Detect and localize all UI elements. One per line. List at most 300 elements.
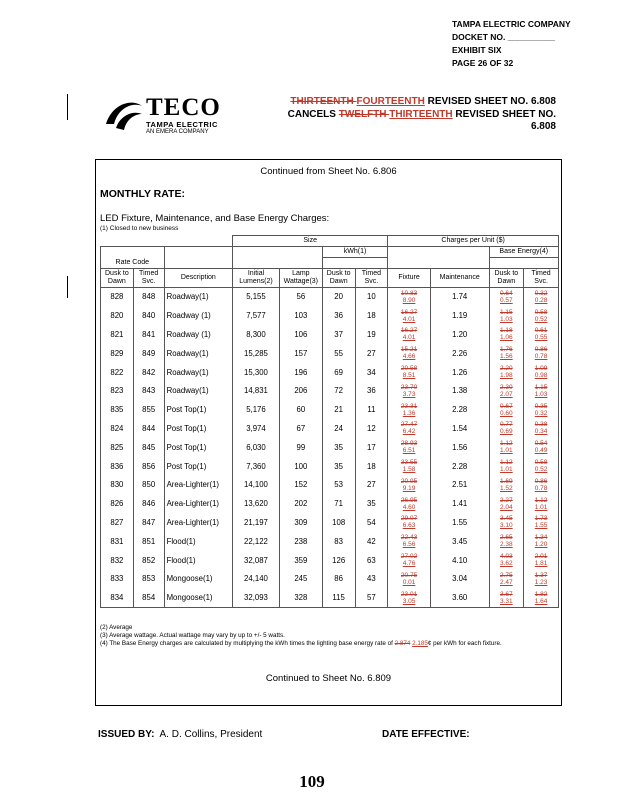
table-row — [101, 532, 559, 551]
old-value: 0.77 — [500, 421, 513, 429]
rate-code-timed: 856 — [133, 457, 164, 476]
rates-table — [100, 235, 559, 608]
old-value: 15.21 — [400, 346, 418, 354]
old-value: 16.27 — [400, 308, 418, 316]
new-value: 4.66 — [402, 353, 416, 361]
old-value: 0.35 — [534, 402, 548, 410]
rate-code-dusk: 826 — [101, 494, 134, 513]
fixture-charge — [388, 457, 431, 476]
old-value: 0.32 — [534, 289, 548, 297]
maintenance-charge: 1.38 — [430, 381, 489, 400]
table-row — [101, 475, 559, 494]
kwh-dusk: 24 — [322, 419, 355, 438]
tariff-frame — [95, 159, 562, 706]
old-value: 1.18 — [500, 327, 513, 335]
rate-code-timed: 845 — [133, 438, 164, 457]
old-value: 0.38 — [534, 421, 548, 429]
old-value: 3.45 — [500, 515, 513, 523]
table-row — [101, 569, 559, 588]
rate-code-dusk: 830 — [101, 475, 134, 494]
kwh-dusk: 86 — [322, 569, 355, 588]
table-row — [101, 363, 559, 382]
description: Roadway(1) — [164, 287, 233, 306]
col-base-dusk: Dusk to Dawn — [489, 268, 524, 287]
old-value: 1.34 — [534, 534, 548, 542]
kwh-dusk: 55 — [322, 344, 355, 363]
base-energy-dusk — [489, 457, 524, 476]
maintenance-charge: 3.04 — [430, 569, 489, 588]
rate-code-dusk: 825 — [101, 438, 134, 457]
new-value: 0.55 — [534, 334, 548, 342]
base-energy-dusk — [489, 419, 524, 438]
fixture-charge — [388, 363, 431, 382]
new-value: 0.57 — [500, 296, 513, 304]
old-value: 3.67 — [500, 590, 513, 598]
maintenance-charge: 1.54 — [430, 419, 489, 438]
kwh-timed: 12 — [355, 419, 388, 438]
lamp-wattage: 67 — [279, 419, 322, 438]
maintenance-charge: 1.56 — [430, 438, 489, 457]
old-value: 23.70 — [400, 383, 418, 391]
initial-lumens: 8,300 — [233, 325, 280, 344]
lamp-wattage: 309 — [279, 513, 322, 532]
kwh-dusk: 108 — [322, 513, 355, 532]
col-maintenance: Maintenance — [430, 268, 489, 287]
rate-code-dusk: 834 — [101, 588, 134, 607]
col-description: Description — [164, 268, 233, 287]
table-row — [101, 381, 559, 400]
description: Flood(1) — [164, 532, 233, 551]
lamp-wattage: 106 — [279, 325, 322, 344]
new-value: 4.01 — [402, 315, 416, 323]
table-row — [101, 419, 559, 438]
new-value: 1.20 — [534, 541, 548, 549]
base-energy-dusk — [489, 513, 524, 532]
maintenance-charge: 1.26 — [430, 363, 489, 382]
fixture-charge — [388, 588, 431, 607]
fixture-charge — [388, 325, 431, 344]
base-energy-timed — [524, 287, 559, 306]
old-value: 27.02 — [400, 553, 418, 561]
maintenance-charge: 3.60 — [430, 588, 489, 607]
new-value: 1.01 — [500, 447, 513, 455]
new-value: 1.01 — [500, 466, 513, 474]
old-value: 29.07 — [400, 515, 418, 523]
lamp-wattage: 56 — [279, 287, 322, 306]
base-energy-dusk — [489, 438, 524, 457]
old-value: 1.69 — [500, 477, 513, 485]
description: Area-Lighter(1) — [164, 494, 233, 513]
kwh-timed: 34 — [355, 363, 388, 382]
cancel-sheet-number: 6.808 — [530, 121, 556, 132]
kwh-dusk: 69 — [322, 363, 355, 382]
maintenance-charge: 2.28 — [430, 400, 489, 419]
kwh-timed: 42 — [355, 532, 388, 551]
new-value: 1.01 — [534, 503, 548, 511]
logo-tagline: AN EMERA COMPANY — [146, 129, 209, 135]
sheet-revision-block — [288, 96, 556, 134]
old-value: 20.75 — [400, 571, 418, 579]
rate-code-dusk: 824 — [101, 419, 134, 438]
old-value: 22.43 — [400, 534, 418, 542]
lamp-wattage: 196 — [279, 363, 322, 382]
rate-code-timed: 855 — [133, 400, 164, 419]
rate-code-timed: 848 — [133, 287, 164, 306]
kwh-timed: 11 — [355, 400, 388, 419]
old-value: 1.15 — [534, 383, 548, 391]
table-row — [101, 325, 559, 344]
initial-lumens: 32,093 — [233, 588, 280, 607]
rate-code-timed: 841 — [133, 325, 164, 344]
rate-code-timed: 842 — [133, 363, 164, 382]
new-value: 1.52 — [500, 484, 513, 492]
lamp-wattage: 60 — [279, 400, 322, 419]
old-value: 2.01 — [534, 553, 548, 561]
lamp-wattage: 359 — [279, 551, 322, 570]
new-value: 2.47 — [500, 578, 513, 586]
new-value: 2.38 — [500, 541, 513, 549]
new-revision: FOURTEENTH — [356, 96, 425, 107]
new-value: 8.90 — [402, 296, 416, 304]
rate-code-timed: 850 — [133, 475, 164, 494]
new-value: 1.06 — [500, 334, 513, 342]
old-cancel-revision: TWELFTH — [338, 108, 390, 120]
rate-code-timed: 851 — [133, 532, 164, 551]
rate-code-dusk: 821 — [101, 325, 134, 344]
old-value: 1.12 — [500, 459, 513, 467]
initial-lumens: 32,087 — [233, 551, 280, 570]
initial-lumens: 24,140 — [233, 569, 280, 588]
kwh-dusk: 126 — [322, 551, 355, 570]
old-value: 20.58 — [400, 365, 418, 373]
base-energy-timed — [524, 494, 559, 513]
monthly-rate-heading: MONTHLY RATE: — [100, 188, 185, 200]
description: Post Top(1) — [164, 438, 233, 457]
initial-lumens: 7,577 — [233, 306, 280, 325]
kwh-timed: 27 — [355, 344, 388, 363]
base-energy-dusk — [489, 588, 524, 607]
rate-code-dusk: 827 — [101, 513, 134, 532]
base-energy-timed — [524, 569, 559, 588]
new-value: 3.10 — [500, 522, 513, 530]
date-effective: DATE EFFECTIVE: — [382, 729, 470, 740]
new-value: 0.52 — [534, 315, 548, 323]
maintenance-charge: 1.55 — [430, 513, 489, 532]
company-name: TAMPA ELECTRIC COMPANY — [452, 19, 571, 29]
rate-rows — [101, 287, 559, 608]
base-energy-dusk — [489, 287, 524, 306]
base-energy-timed — [524, 325, 559, 344]
new-energy-rate: 2.185 — [412, 640, 428, 647]
revision-bar — [67, 94, 68, 120]
rate-code-dusk: 828 — [101, 287, 134, 306]
initial-lumens: 22,122 — [233, 532, 280, 551]
lamp-wattage: 152 — [279, 475, 322, 494]
rate-code-dusk: 829 — [101, 344, 134, 363]
kwh-timed: 57 — [355, 588, 388, 607]
maintenance-charge: 1.20 — [430, 325, 489, 344]
maintenance-charge: 2.26 — [430, 344, 489, 363]
continued-to: Continued to Sheet No. 6.809 — [265, 673, 392, 684]
initial-lumens: 15,285 — [233, 344, 280, 363]
kwh-dusk: 71 — [322, 494, 355, 513]
old-value: 1.12 — [534, 496, 548, 504]
kwh-dusk: 35 — [322, 457, 355, 476]
fixture-charge — [388, 569, 431, 588]
old-value: 1.82 — [534, 590, 548, 598]
col-fixture: Fixture — [388, 268, 431, 287]
initial-lumens: 7,360 — [233, 457, 280, 476]
issued-label: ISSUED BY: — [98, 729, 155, 740]
description: Post Top(1) — [164, 419, 233, 438]
description: Post Top(1) — [164, 457, 233, 476]
base-energy-timed — [524, 419, 559, 438]
initial-lumens: 21,197 — [233, 513, 280, 532]
old-value: 1.15 — [500, 308, 513, 316]
col-base-timed: Timed Svc. — [524, 268, 559, 287]
old-value: 1.12 — [500, 440, 513, 448]
charges-header: Charges per Unit ($) — [388, 236, 559, 247]
new-cancel-revision: THIRTEENTH — [389, 108, 453, 120]
new-value: 4.01 — [402, 334, 416, 342]
old-value: 0.67 — [500, 402, 513, 410]
rate-code-timed: 847 — [133, 513, 164, 532]
new-value: 1.58 — [402, 466, 416, 474]
kwh-timed: 54 — [355, 513, 388, 532]
rate-code-dusk: 833 — [101, 569, 134, 588]
old-value: 0.58 — [534, 459, 548, 467]
old-value: 26.95 — [400, 496, 418, 504]
rate-code-timed: 852 — [133, 551, 164, 570]
old-value: 10.83 — [400, 289, 418, 297]
maintenance-charge: 1.19 — [430, 306, 489, 325]
new-value: 0.69 — [500, 428, 513, 436]
old-value: 28.93 — [400, 440, 418, 448]
lamp-wattage: 238 — [279, 532, 322, 551]
col-kwh-dusk: Dusk to Dawn — [322, 268, 355, 287]
description: Mongoose(1) — [164, 588, 233, 607]
footnote-wattage: (3) Average wattage. Actual wattage may vary by up to +/- 5 watts. — [100, 632, 285, 639]
rate-code-dusk: 835 — [101, 400, 134, 419]
base-energy-timed — [524, 344, 559, 363]
rate-code-dusk: 836 — [101, 457, 134, 476]
lamp-wattage: 328 — [279, 588, 322, 607]
base-energy-header: Base Energy(4) — [489, 247, 559, 258]
table-row — [101, 513, 559, 532]
teco-logo — [104, 94, 244, 138]
continued-from: Continued from Sheet No. 6.806 — [260, 166, 397, 177]
kwh-timed: 17 — [355, 438, 388, 457]
new-value: 0.78 — [534, 353, 548, 361]
table-row — [101, 344, 559, 363]
base-energy-dusk — [489, 532, 524, 551]
new-value: 1.98 — [500, 372, 513, 380]
new-value: 2.07 — [500, 390, 513, 398]
table-row — [101, 438, 559, 457]
rate-code-dusk: 822 — [101, 363, 134, 382]
rate-code-timed: 846 — [133, 494, 164, 513]
new-value: 0.28 — [534, 296, 548, 304]
lamp-wattage: 100 — [279, 457, 322, 476]
new-value: 1.81 — [534, 560, 548, 568]
base-energy-timed — [524, 532, 559, 551]
description: Area-Lighter(1) — [164, 513, 233, 532]
lamp-wattage: 202 — [279, 494, 322, 513]
col-kwh-timed: Timed Svc. — [355, 268, 388, 287]
fixture-charge — [388, 494, 431, 513]
rate-code-timed: 849 — [133, 344, 164, 363]
rate-code-header: Rate Code — [101, 258, 165, 269]
footnote-average: (2) Average — [100, 624, 133, 631]
description: Roadway(1) — [164, 344, 233, 363]
cancels-label: CANCELS — [287, 108, 339, 120]
maintenance-charge: 4.10 — [430, 551, 489, 570]
fixture-charge — [388, 344, 431, 363]
base-energy-timed — [524, 551, 559, 570]
table-row — [101, 400, 559, 419]
new-value: 0.01 — [402, 578, 416, 586]
new-value: 0.34 — [534, 428, 548, 436]
initial-lumens: 5,155 — [233, 287, 280, 306]
table-row — [101, 551, 559, 570]
kwh-dusk: 37 — [322, 325, 355, 344]
maintenance-charge: 2.28 — [430, 457, 489, 476]
base-energy-timed — [524, 363, 559, 382]
rate-code-timed: 840 — [133, 306, 164, 325]
new-value: 6.51 — [402, 447, 416, 455]
new-value: 3.62 — [500, 560, 513, 568]
old-value: 0.54 — [534, 440, 548, 448]
old-value: 16.27 — [400, 327, 418, 335]
logo-subtitle: TAMPA ELECTRIC — [146, 120, 218, 129]
initial-lumens: 15,300 — [233, 363, 280, 382]
col-dusk-to-dawn: Dusk to Dawn — [101, 268, 134, 287]
logo-name: TECO — [146, 94, 221, 121]
kwh-timed: 18 — [355, 306, 388, 325]
fixture-charge — [388, 475, 431, 494]
kwh-timed: 35 — [355, 494, 388, 513]
fixture-charge — [388, 551, 431, 570]
new-value: 9.19 — [402, 484, 416, 492]
exhibit-label: EXHIBIT SIX — [452, 45, 502, 55]
new-value: 0.32 — [534, 409, 548, 417]
rate-code-dusk: 820 — [101, 306, 134, 325]
base-energy-dusk — [489, 494, 524, 513]
old-value: 0.86 — [534, 346, 548, 354]
base-energy-timed — [524, 475, 559, 494]
revision-bar — [67, 276, 68, 298]
new-value: 8.51 — [402, 372, 416, 380]
rate-code-dusk: 831 — [101, 532, 134, 551]
kwh-dusk: 83 — [322, 532, 355, 551]
base-energy-timed — [524, 306, 559, 325]
base-energy-timed — [524, 381, 559, 400]
col-timed-svc: Timed Svc. — [133, 268, 164, 287]
size-header: Size — [233, 236, 388, 247]
new-value: 1.55 — [534, 522, 548, 530]
footnote-base-energy: (4) The Base Energy charges are calculated by multiplying the kWh times the lighting base energy rate of 2.874 2.185¢ per kWh for each fixture. — [100, 640, 502, 647]
lamp-wattage: 99 — [279, 438, 322, 457]
fixture-charge — [388, 287, 431, 306]
old-value: 2.30 — [500, 383, 513, 391]
kwh-timed: 27 — [355, 475, 388, 494]
old-value: 33.55 — [400, 459, 418, 467]
new-value: 3.05 — [402, 597, 416, 605]
old-value: 1.09 — [534, 365, 548, 373]
fixture-charge — [388, 400, 431, 419]
initial-lumens: 5,176 — [233, 400, 280, 419]
new-value: 2.04 — [500, 503, 513, 511]
old-value: 2.27 — [500, 496, 513, 504]
new-value: 0.98 — [534, 372, 548, 380]
old-value: 0.64 — [500, 289, 513, 297]
lamp-wattage: 157 — [279, 344, 322, 363]
base-energy-dusk — [489, 569, 524, 588]
old-value: 1.76 — [500, 346, 513, 354]
new-value: 6.56 — [402, 541, 416, 549]
description: Roadway(1) — [164, 381, 233, 400]
new-value: 3.73 — [402, 390, 416, 398]
description: Roadway (1) — [164, 325, 233, 344]
initial-lumens: 13,620 — [233, 494, 280, 513]
base-energy-dusk — [489, 381, 524, 400]
sheet-number: REVISED SHEET NO. 6.808 — [424, 96, 556, 107]
old-value: 0.58 — [534, 308, 548, 316]
description: Post Top(1) — [164, 400, 233, 419]
new-value: 0.78 — [534, 484, 548, 492]
kwh-timed: 18 — [355, 457, 388, 476]
base-energy-timed — [524, 400, 559, 419]
fixture-charge — [388, 513, 431, 532]
kwh-dusk: 72 — [322, 381, 355, 400]
base-energy-dusk — [489, 363, 524, 382]
new-value: 1.36 — [402, 409, 416, 417]
docket-header — [452, 18, 571, 70]
description: Roadway(1) — [164, 363, 233, 382]
base-energy-timed — [524, 438, 559, 457]
page-number: 109 — [299, 772, 325, 791]
new-value: 6.42 — [402, 428, 416, 436]
new-value: 1.03 — [500, 315, 513, 323]
new-value: 0.60 — [500, 409, 513, 417]
kwh-timed: 36 — [355, 381, 388, 400]
kwh-dusk: 35 — [322, 438, 355, 457]
kwh-dusk: 20 — [322, 287, 355, 306]
docket-number: DOCKET NO. __________ — [452, 32, 555, 42]
old-value: 1.73 — [534, 515, 548, 523]
lamp-wattage: 103 — [279, 306, 322, 325]
kwh-dusk: 21 — [322, 400, 355, 419]
fixture-charge — [388, 419, 431, 438]
initial-lumens: 14,831 — [233, 381, 280, 400]
fixture-charge — [388, 306, 431, 325]
old-value: 20.95 — [400, 477, 418, 485]
fixture-charge — [388, 381, 431, 400]
maintenance-charge: 3.45 — [430, 532, 489, 551]
kwh-dusk: 36 — [322, 306, 355, 325]
kwh-dusk: 53 — [322, 475, 355, 494]
fixture-charge — [388, 438, 431, 457]
new-value: 0.52 — [534, 466, 548, 474]
old-value: 1.37 — [534, 571, 548, 579]
old-revision: THIRTEENTH — [290, 96, 357, 107]
old-value: 23.01 — [400, 590, 418, 598]
issued-by — [98, 729, 262, 740]
table-row — [101, 588, 559, 607]
new-value: 0.49 — [534, 447, 548, 455]
led-section-title: LED Fixture, Maintenance, and Base Energy Charges: — [100, 213, 330, 224]
lamp-wattage: 206 — [279, 381, 322, 400]
